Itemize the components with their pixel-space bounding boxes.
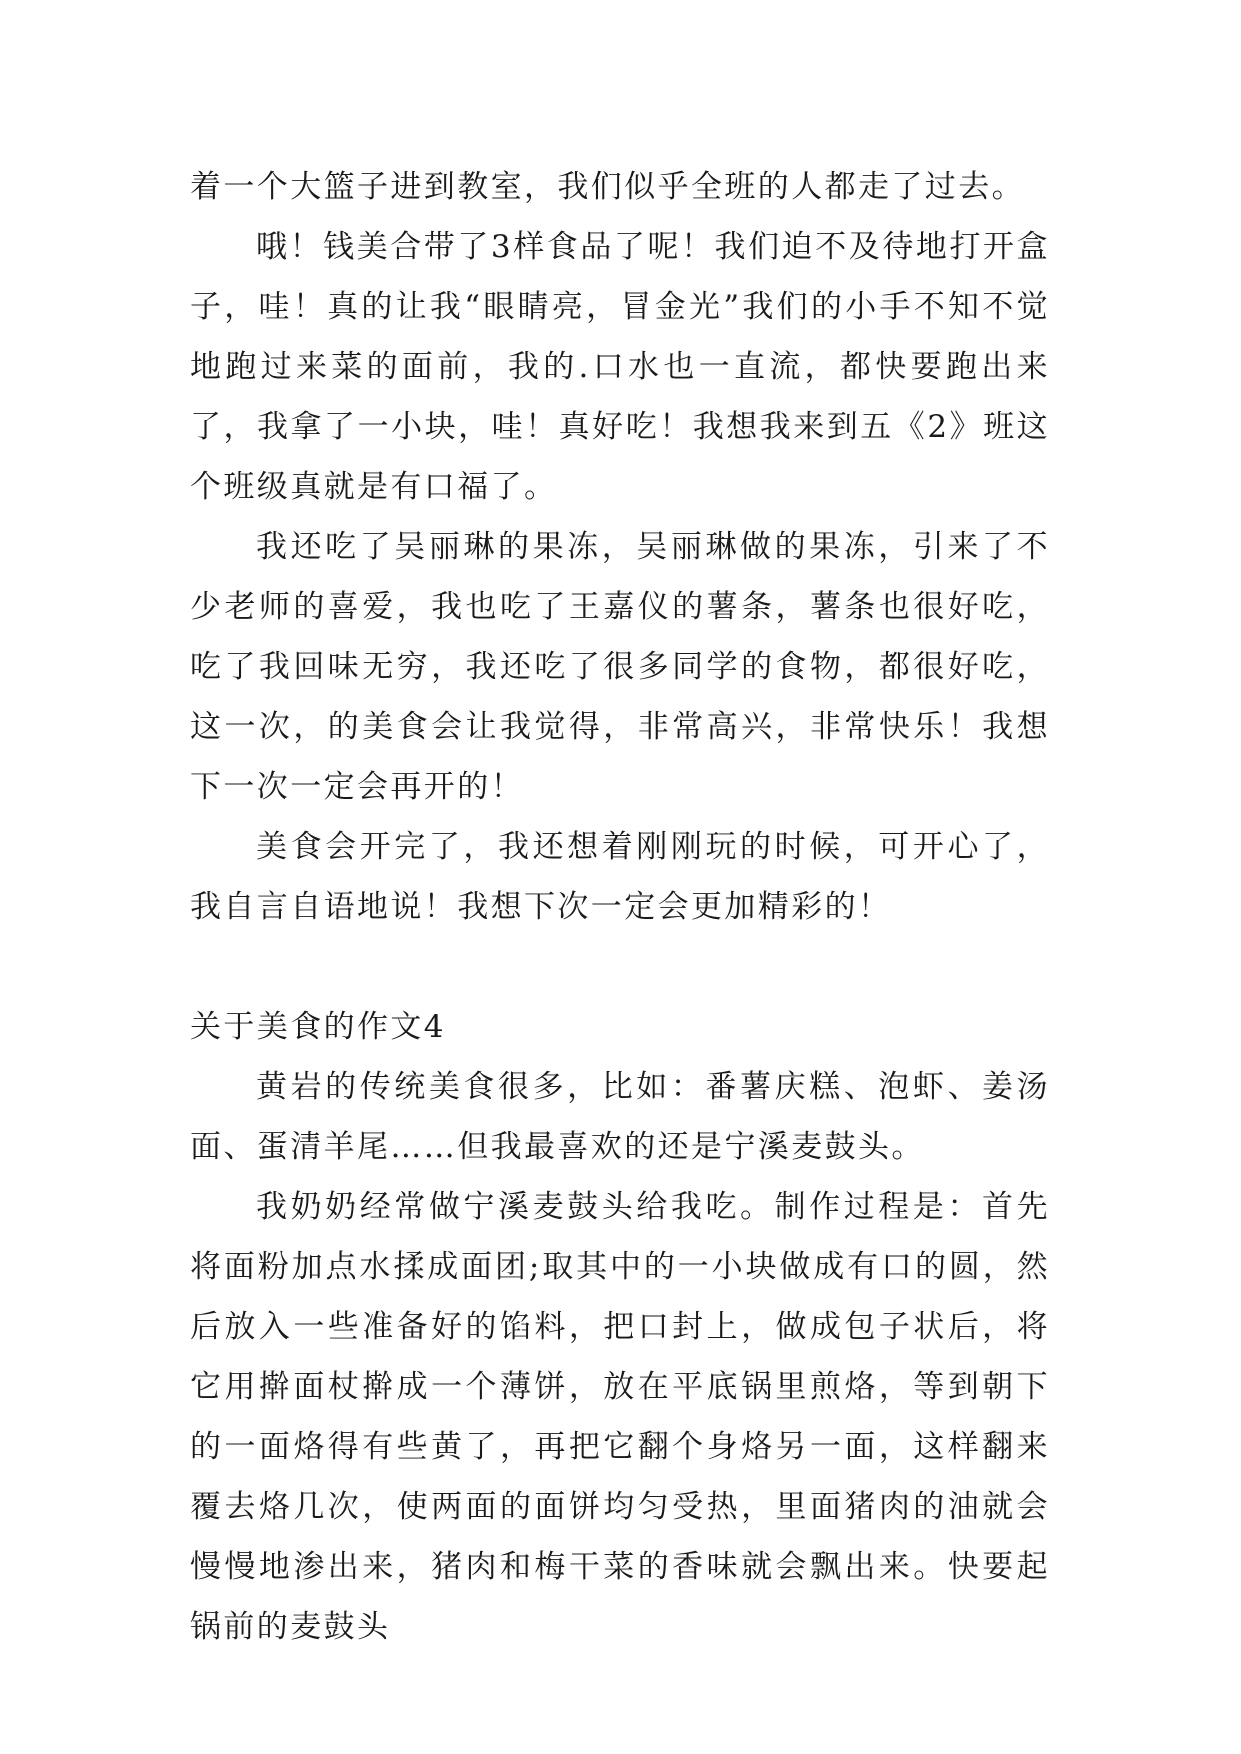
section-heading: 关于美食的作文4 xyxy=(190,1009,446,1045)
paragraph: 我还吃了吴丽琳的果冻，吴丽琳做的果冻，引来了不少老师的喜爱，我也吃了王嘉仪的薯条，薯条也很好吃，吃了我回味无穷，我还吃了很多同学的食物，都很好吃，这一次，的美食会让我觉得，非常高兴，非常快乐！我想下一次一定会再开的！ xyxy=(190,529,1050,805)
paragraph-continued: 着一个大篮子进到教室，我们似乎全班的人都走了过去。 xyxy=(190,169,1025,205)
section-spacer xyxy=(190,937,1050,997)
paragraph: 美食会开完了，我还想着刚刚玩的时候，可开心了，我自言自语地说！我想下次一定会更加精彩的！ xyxy=(190,829,1050,925)
document-body xyxy=(190,157,1050,1657)
paragraph: 黄岩的传统美食很多，比如：番薯庆糕、泡虾、姜汤面、蛋清羊尾……但我最喜欢的还是宁溪麦鼓头。 xyxy=(190,1069,1050,1165)
paragraph: 我奶奶经常做宁溪麦鼓头给我吃。制作过程是：首先将面粉加点水揉成面团;取其中的一小块做成有口的圆，然后放入一些准备好的馅料，把口封上，做成包子状后，将它用擀面杖擀成一个薄饼，放在平底锅里煎烙，等到朝下的一面烙得有些黄了，再把它翻个身烙另一面，这样翻来覆去烙几次，使两面的面饼均匀受热，里面猪肉的油就会慢慢地渗出来，猪肉和梅干菜的香味就会飘出来。快要起锅前的麦鼓头 xyxy=(190,1189,1050,1645)
paragraph: 哦！钱美合带了3样食品了呢！我们迫不及待地打开盒子，哇！真的让我“眼睛亮，冒金光”我们的小手不知不觉地跑过来菜的面前，我的.口水也一直流，都快要跑出来了，我拿了一小块，哇！真好吃！我想我来到五《2》班这个班级真就是有口福了。 xyxy=(190,229,1050,505)
